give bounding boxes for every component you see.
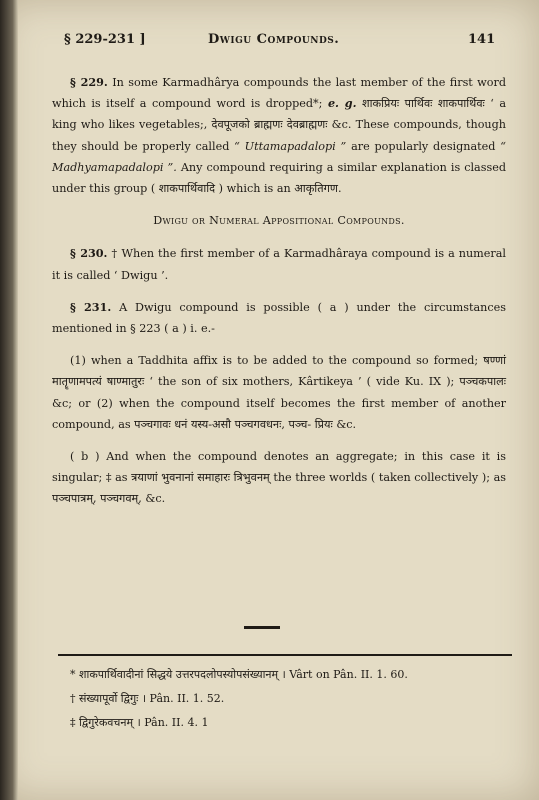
text: e. g. <box>327 96 357 111</box>
text: शाकप्रियः पार्थिवः शाकपार्थिवः ‘ a king who likes vegetables;, देवपूजको ब्राह्मणः देवब्राह्मणः &c. These compounds, though they should be properly called <box>52 97 507 153</box>
section-range: § 229-231 ] <box>64 32 146 47</box>
footnote: ‡ द्विगुरेकवचनम् । Pân. II. 4. 1 <box>70 716 209 729</box>
divider-short <box>244 626 280 629</box>
paragraph-231-b: ( b ) And when the compound denotes an aggregate; in this case it is singular; ‡ as त्रयाणां भुवनानां समाहारः त्रिभुवनम् the three worlds ( taken collectively ); as पञ्चपात्रम्, पञ्चगवम्, &c. <box>52 450 506 506</box>
text: † When the first member of a Karmadhâraya compound is a numeral it is called ‘ Dwigu ’. <box>52 247 506 282</box>
paragraph-231-1: (1) when a Taddhita affix is to be added to the compound so formed; षण्णां मातॄणामपत्यं षाण्मातुरः ‘ the son of six mothers, Kârtikeya ’ ( vide Ku. IX ); पञ्चकपालः &c; or (2) when the compound itself becomes the first member of another compound, as पञ्चगावः धनं यस्य-असौ पञ्चगवधनः, पञ्च- प्रियः &c. <box>52 354 506 431</box>
text: A Dwigu compound is possible ( a ) under the circumstances mentioned in § 223 ( a ) i. e.- <box>52 300 507 336</box>
footnote: † संख्यापूर्वो द्विगुः । Pân. II. 1. 52. <box>70 692 225 705</box>
body-text <box>52 72 506 521</box>
term: “ Uttamapadalopi ” <box>234 139 347 153</box>
paragraph-229 <box>52 72 506 199</box>
section-number: § 229. <box>70 75 108 89</box>
footnote: * शाकपार्थिवादीनां सिद्धये उत्तरपदलोपस्योपसंख्यानम् । Vârt on Pân. II. 1. 60. <box>70 668 408 681</box>
section-number: § 231. <box>70 299 112 314</box>
paragraph-230 <box>52 243 506 285</box>
term: “ Madhyamapadalopi ”. <box>52 139 506 174</box>
footnotes <box>58 664 512 736</box>
footnote-rule <box>58 654 512 656</box>
page-number: 141 <box>468 32 496 47</box>
text: Any compound requiring a similar explanation is classed under this group ( शाकपार्थिवादि ) which is an आकृतिगण. <box>52 160 506 196</box>
text: are popularly designated <box>351 139 496 153</box>
running-title: Dwigu Compounds. <box>208 32 340 47</box>
section-heading: Dwigu or Numeral Appositional Compounds. <box>153 214 405 228</box>
text: In some Karmadhârya compounds the last member of the first word which is itself a compound word is dropped*; <box>52 76 507 111</box>
paragraph-231 <box>52 297 506 339</box>
binding-edge <box>0 0 18 800</box>
section-number: § 230. <box>70 246 108 261</box>
